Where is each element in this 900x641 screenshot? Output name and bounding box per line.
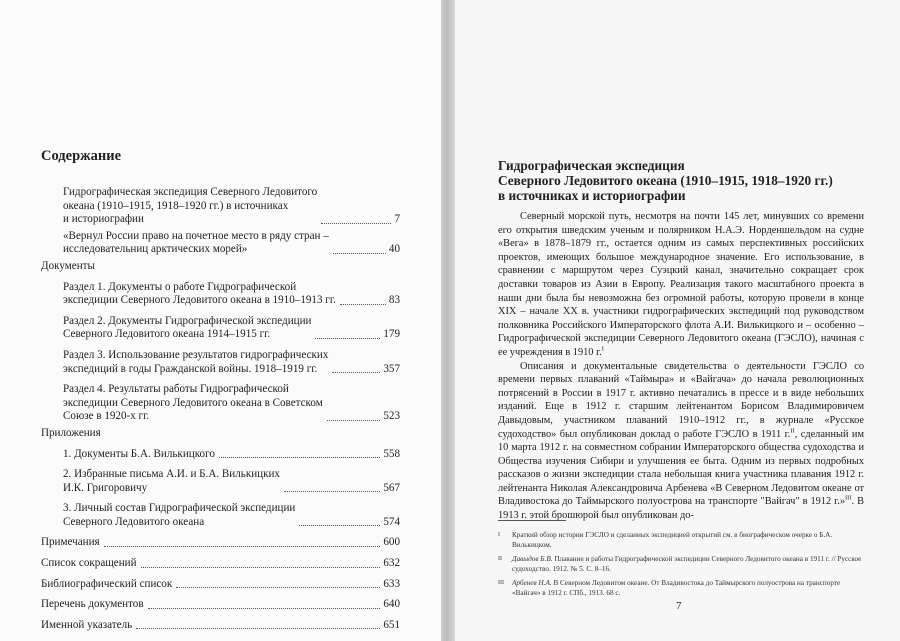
footnote-divider: [498, 520, 566, 521]
footnote-number: II: [498, 555, 502, 562]
dot-leader: [327, 420, 381, 421]
dot-leader: [299, 525, 380, 526]
toc-page-number: 651: [383, 618, 400, 631]
dot-leader: [148, 608, 381, 609]
toc-entry-text: 3. Личный состав Гидрографической экспедиции Северного Ледовитого океана: [63, 502, 296, 528]
toc-entry-text: Список сокращений: [41, 557, 137, 570]
page-number: 7: [676, 600, 682, 612]
toc-entry-text: Именной указатель: [41, 618, 133, 631]
toc-entry[interactable]: [41, 536, 400, 550]
paragraph-text: Северный морской путь, несмотря на почти 145 лет, минувших со времени его открытия шведским ученым и полярником Н.А.Э. Норденшельдом на судне «Вега» в 1878–1879 гг., остается одним из самых перспективных российских проектов, имеющих большое международное значение. Его использование, в сравнении с маршрутом через Суэцкий канал, значительно сокращает срок доставки товаров из Азии в Европу. Реализация такого масштабного проекта в наши дни была бы невозможна без огромной работы, которую провели в конце XIX – начале XX в. участники гидрографических экспедиций под руководством полковника Российского Императорского флота А.И. Вилькицкого и – особенно – Гидрографической экспедиции Северного Ледовитого океана (ГЭСЛО), начиная с ее учреждения в 1910 г.: [498, 211, 864, 358]
footnote: [498, 530, 864, 551]
paragraph-text: , сделанный им 10 марта 1912 г. на совместном собрании Императорского общества судоходства и Общества изучения Сибири и улучшения ее быта. Одним из первых подробных рассказов о жизни экспедиции стала небольшая книга участника плавания 1912 г. лейтенанта Николая Александровича Арбенева «В Северном Ледовитом океане от Владивостока до Таймырского полуострова на транспорте "Вайгач" в 1912 г.»: [498, 428, 865, 508]
paragraph-text: . В 1913 г. этой брошюрой был опубликован до-: [498, 496, 864, 522]
toc-page-number: 7: [394, 213, 400, 226]
left-page: [0, 0, 441, 641]
table-of-contents: [41, 186, 400, 632]
footnotes: [498, 530, 864, 601]
toc-entry[interactable]: [41, 619, 400, 633]
toc-entry-text: Раздел 2. Документы Гидрографической экспедиции Северного Ледовитого океана 1914–1915 гг.: [63, 314, 312, 341]
dot-leader: [284, 491, 380, 492]
toc-entry[interactable]: [41, 230, 400, 257]
toc-page-number: 600: [383, 536, 400, 549]
footnote-ref[interactable]: I: [601, 345, 604, 353]
footnote-number: III: [498, 579, 504, 586]
toc-page-number: 83: [388, 294, 400, 307]
toc-entry-text: «Вернул России право на почетное место в ряду стран – исследовательниц арктических морей»: [63, 229, 329, 256]
paragraph: [498, 360, 864, 523]
toc-page-number: 179: [383, 328, 400, 341]
dot-leader: [136, 628, 380, 629]
toc-entry-text: Документы: [41, 259, 95, 272]
toc-entry[interactable]: [41, 502, 400, 529]
toc-entry-text: Приложения: [41, 426, 101, 439]
footnote-author: Давыдов Б.В.: [512, 554, 553, 563]
dot-leader: [104, 546, 381, 547]
dot-leader: [333, 253, 386, 254]
dot-leader: [176, 587, 380, 588]
toc-entry[interactable]: [41, 557, 400, 571]
footnote-ref[interactable]: III: [845, 495, 852, 503]
toc-page-number: 574: [383, 515, 400, 528]
toc-entry-text: Раздел 3. Использование результатов гидрографических экспедиций в годы Гражданской войны. 1918–1919 гг.: [63, 348, 329, 375]
toc-page-number: 357: [383, 362, 400, 375]
toc-entry-text: Раздел 1. Документы о работе Гидрографической экспедиции Северного Ледовитого океана в 1910–1913 гг.: [63, 280, 336, 307]
toc-entry-text: Перечень документов: [41, 598, 144, 611]
toc-page-number: 632: [383, 557, 400, 570]
toc-page-number: 558: [383, 447, 400, 460]
toc-entry[interactable]: [41, 578, 400, 592]
body-text: [498, 210, 864, 523]
toc-entry-text: 1. Документы Б.А. Вилькицкого: [63, 447, 215, 460]
toc-entry[interactable]: [41, 315, 400, 342]
dot-leader: [340, 304, 386, 305]
footnote-text: Краткий обзор истории ГЭСЛО и сделанных экспедицией открытий см. в биографическом очерке о Б.А. Вилькицком.: [512, 531, 833, 550]
toc-entry[interactable]: [41, 468, 400, 495]
toc-entry[interactable]: [41, 186, 400, 227]
toc-entry[interactable]: [41, 349, 400, 376]
toc-entry-text: Раздел 4. Результаты работы Гидрографической экспедиции Северного Ледовитого океана в Советском Союзе в 1920-х гг.: [63, 383, 323, 423]
right-page: [455, 0, 900, 641]
footnote-author: Арбенев Н.А.: [512, 578, 552, 587]
toc-section-heading: [41, 427, 400, 441]
toc-title: Содержание: [41, 148, 122, 164]
dot-leader: [141, 567, 381, 568]
footnote-number: I: [498, 532, 500, 538]
toc-entry[interactable]: [41, 598, 400, 612]
toc-entry-text: Гидрографическая экспедиция Северного Ледовитого океана (1910–1915, 1918–1920 гг.) в источниках и историографии: [63, 186, 318, 226]
paragraph-text: Описания и документальные свидетельства о деятельности ГЭСЛО со времени первых плаваний «Таймыра» и «Вайгача» до начала революционных потрясений в России в 1917 г. активно печатались в прессе и в виде небольших изданий. Еще в 1912 г. старшим лейтенантом Борисом Владимировичем Давыдовым, участником плаваний 1910–1912 гг., в журнале «Русское судоходство» был опубликован доклад о работе ГЭСЛО в 1911 г.: [498, 360, 864, 440]
footnote: [498, 578, 864, 599]
footnote-text: В Северном Ледовитом океане. От Владивостока до Таймырского полуострова на транспорте «Вайгач» в 1912 г. СПб., 1913. 68 с.: [512, 578, 841, 598]
dot-leader: [219, 457, 380, 458]
toc-entry-text: 2. Избранные письма А.И. и Б.А. Вилькицких И.К. Григоровичу: [63, 468, 280, 494]
toc-page-number: 567: [383, 481, 400, 494]
paragraph: [498, 210, 864, 360]
toc-entry-text: Примечания: [41, 536, 100, 549]
toc-page-number: 523: [383, 410, 400, 423]
toc-entry[interactable]: [41, 383, 400, 424]
dot-leader: [321, 223, 391, 224]
chapter-title: Гидрографическая экспедиция Северного Ледовитого океана (1910–1915, 1918–1920 гг.) в источниках и историографии: [498, 158, 833, 203]
book-gutter: [441, 0, 455, 641]
footnote: [498, 554, 864, 575]
toc-section-heading: [41, 260, 400, 274]
footnote-text: Плавание и работы Гидрографической экспедиции Северного Ледовитого океана в 1911 г. // Русское судоходство. 1912. № 5. С. 8–16.: [512, 554, 862, 574]
toc-page-number: 40: [388, 243, 400, 256]
toc-entry[interactable]: [41, 281, 400, 308]
toc-entry-text: Библиографический список: [41, 577, 173, 590]
dot-leader: [315, 338, 380, 339]
toc-page-number: 633: [383, 577, 400, 590]
dot-leader: [332, 372, 380, 373]
footnote-ref[interactable]: II: [790, 427, 795, 435]
toc-entry[interactable]: [41, 448, 400, 462]
toc-page-number: 640: [383, 598, 400, 611]
